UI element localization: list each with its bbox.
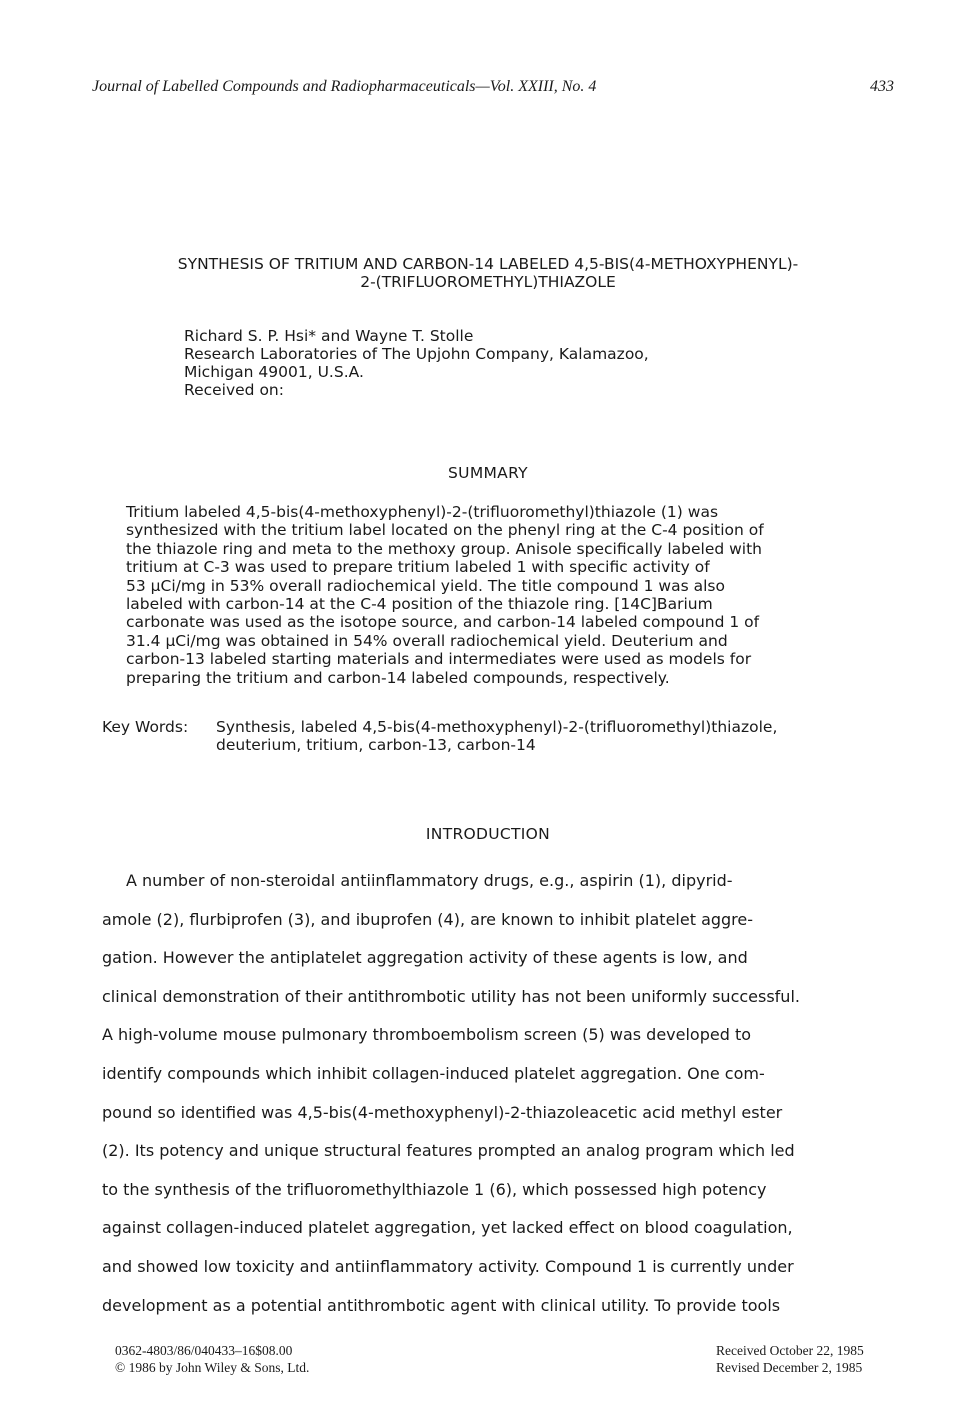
- summary-line: 53 µCi/mg in 53% overall radiochemical yield. The title compound 1 was also: [126, 576, 725, 595]
- footer-right: [716, 1342, 864, 1376]
- affiliation-line-1: Research Laboratories of The Upjohn Company, Kalamazoo,: [184, 345, 649, 363]
- introduction-body: [102, 862, 892, 1325]
- footer-code: 0362-4803/86/040433–16$08.00: [115, 1343, 293, 1358]
- intro-line: pound so identified was 4,5-bis(4-methoxyphenyl)-2-thiazoleacetic acid methyl ester: [102, 1102, 783, 1122]
- intro-line: and showed low toxicity and antiinflammatory activity. Compound 1 is currently under: [102, 1256, 794, 1276]
- received-on: Received on:: [184, 381, 284, 399]
- summary-line: 31.4 µCi/mg was obtained in 54% overall radiochemical yield. Deuterium and: [126, 631, 728, 650]
- summary-line: Tritium labeled 4,5-bis(4-methoxyphenyl)-2-(trifluoromethyl)thiazole (1) was: [126, 503, 719, 521]
- affiliation-line-2: Michigan 49001, U.S.A.: [184, 363, 364, 381]
- introduction-heading: INTRODUCTION: [425, 825, 551, 843]
- footer-left: [115, 1342, 309, 1376]
- summary-line: carbon-13 labeled starting materials and intermediates were used as models for: [126, 650, 752, 669]
- footer-copyright: © 1986 by John Wiley & Sons, Ltd.: [115, 1360, 310, 1375]
- intro-line: against collagen-induced platelet aggregation, yet lacked effect on blood coagulation,: [102, 1218, 793, 1238]
- intro-line: A high-volume mouse pulmonary thromboembolism screen (5) was developed to: [102, 1025, 752, 1045]
- intro-line: amole (2), flurbiprofen (3), and ibuprofen (4), are known to inhibit platelet aggre-: [102, 909, 754, 929]
- keywords-line-2: deuterium, tritium, carbon-13, carbon-14: [216, 736, 536, 754]
- keywords-text: [216, 718, 866, 754]
- summary-line: labeled with carbon-14 at the C-4 position of the thiazole ring. [14C]Barium: [126, 595, 713, 614]
- intro-line: gation. However the antiplatelet aggregation activity of these agents is low, and: [102, 948, 748, 968]
- intro-line: A number of non-steroidal antiinflammatory drugs, e.g., aspirin (1), dipyrid-: [126, 871, 733, 890]
- title-line-2: 2-(TRIFLUOROMETHYL)THIAZOLE: [360, 273, 616, 291]
- summary-line: synthesized with the tritium label located on the phenyl ring at the C-4 position of: [126, 521, 764, 540]
- intro-line: (2). Its potency and unique structural features prompted an analog program which led: [102, 1141, 795, 1161]
- keywords-label: Key Words:: [102, 718, 189, 736]
- keywords-block: [102, 718, 866, 754]
- page-number: 433: [870, 78, 894, 95]
- intro-line: development as a potential antithrombotic agent with clinical utility. To provide tools: [102, 1295, 781, 1315]
- summary-line: preparing the tritium and carbon-14 labeled compounds, respectively.: [126, 668, 670, 687]
- summary-heading: SUMMARY: [448, 464, 528, 482]
- article-title: [60, 255, 916, 291]
- author-block: [184, 327, 649, 399]
- summary-body: [126, 503, 896, 687]
- intro-line: to the synthesis of the trifluoromethylthiazole 1 (6), which possessed high potency: [102, 1179, 767, 1199]
- footer-revised: Revised December 2, 1985: [716, 1360, 863, 1375]
- keywords-line-1: Synthesis, labeled 4,5-bis(4-methoxyphenyl)-2-(trifluoromethyl)thiazole,: [216, 718, 778, 736]
- author-names: Richard S. P. Hsi* and Wayne T. Stolle: [184, 327, 474, 345]
- intro-line: identify compounds which inhibit collagen-induced platelet aggregation. One com-: [102, 1063, 765, 1083]
- summary-line: the thiazole ring and meta to the methoxy group. Anisole specifically labeled with: [126, 539, 762, 558]
- intro-line: clinical demonstration of their antithrombotic utility has not been uniformly successful.: [102, 986, 800, 1006]
- title-line-1: SYNTHESIS OF TRITIUM AND CARBON-14 LABELED 4,5-BIS(4-METHOXYPHENYL)-: [177, 255, 799, 273]
- summary-line: carbonate was used as the isotope source, and carbon-14 labeled compound 1 of: [126, 613, 760, 632]
- summary-line: tritium at C-3 was used to prepare tritium labeled 1 with specific activity of: [126, 558, 710, 577]
- running-header: Journal of Labelled Compounds and Radiopharmaceuticals—Vol. XXIII, No. 4: [92, 78, 597, 95]
- footer-received: Received October 22, 1985: [716, 1343, 864, 1358]
